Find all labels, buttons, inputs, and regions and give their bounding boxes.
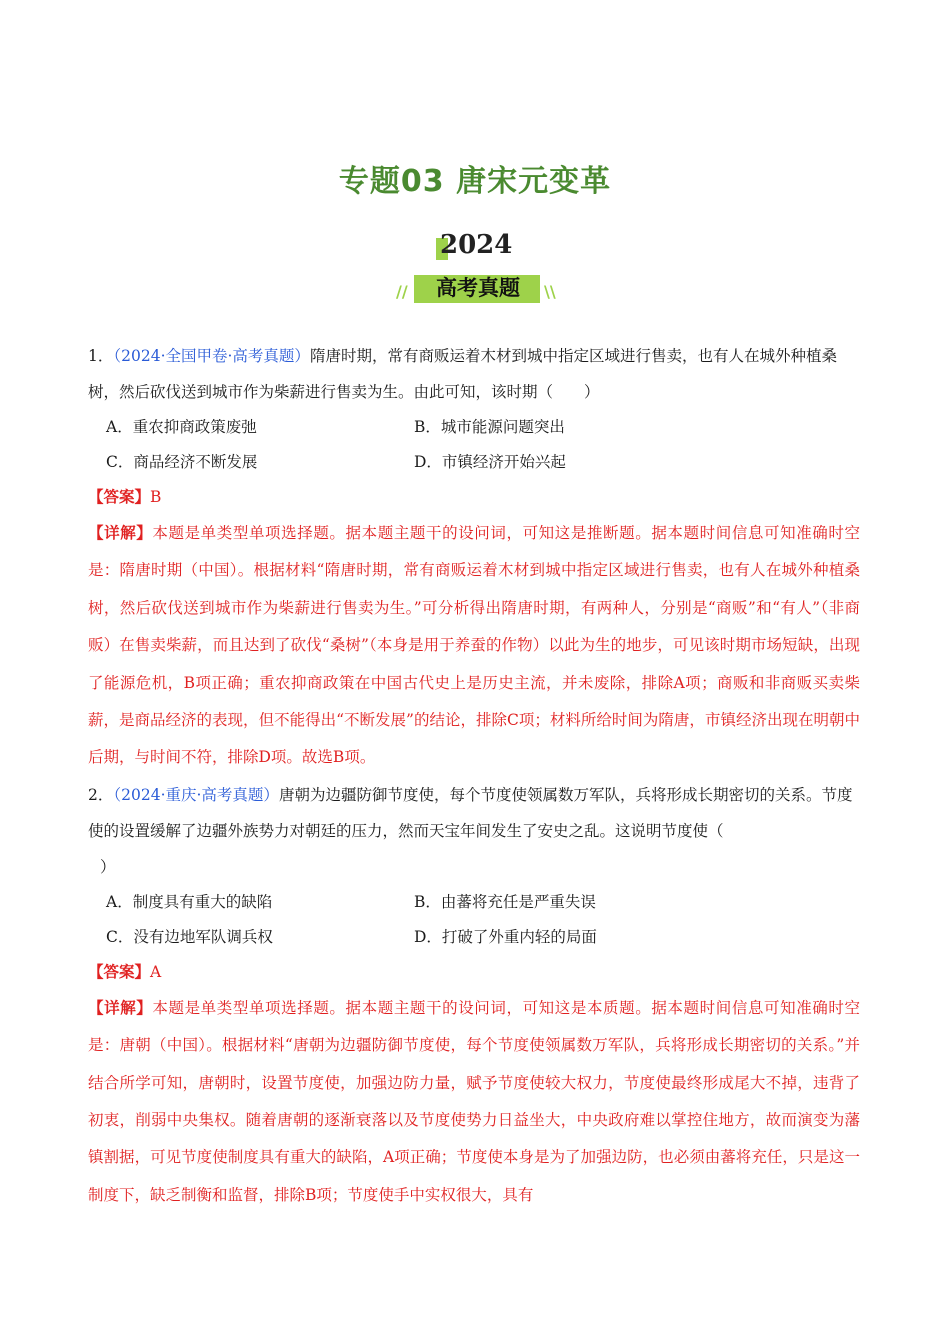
answer-1 <box>88 480 860 514</box>
question-source: （2024·重庆·高考真题） <box>113 785 279 804</box>
exam-badge: 高考真题 <box>436 276 520 300</box>
option-d[interactable]: D．打破了外重内轻的局面 <box>414 927 597 946</box>
question-source: （2024·全国甲卷·高考真题） <box>113 347 310 365</box>
slash-decor-left: // <box>396 282 408 301</box>
year-label: 2024 <box>440 230 513 260</box>
options-2 <box>88 885 860 955</box>
question-number: 1． <box>88 347 114 365</box>
answer-value: B <box>150 488 162 506</box>
option-a[interactable]: A．制度具有重大的缺陷 <box>106 892 273 911</box>
question-stem: 隋唐时期，常有商贩运着木材到城中指定区域进行售卖，也有人在城外种植桑树，然后砍伐送到城市作为柴薪进行售卖为生。由此可知，该时期（ ） <box>88 347 837 401</box>
question-stem: 唐朝为边疆防御节度使，每个节度使领属数万军队，兵将形成长期密切的关系。节度使的设置缓解了边疆外族势力对朝廷的压力，然而天宝年间发生了安史之乱。这说明节度使（ <box>88 785 853 840</box>
answer-2 <box>88 955 860 989</box>
answer-tag: 【答案】 <box>88 487 151 506</box>
option-b[interactable]: B．城市能源问题突出 <box>414 418 565 436</box>
options-1 <box>88 410 860 480</box>
question-2 <box>88 777 860 885</box>
detail-2 <box>88 989 860 1214</box>
option-c[interactable]: C．没有边地军队调兵权 <box>106 927 273 946</box>
question-1 <box>88 338 860 410</box>
answer-tag: 【答案】 <box>88 961 151 981</box>
answer-value: A <box>150 962 162 981</box>
question-number: 2． <box>88 785 114 804</box>
option-b[interactable]: B．由蕃将充任是严重失误 <box>414 892 596 911</box>
question-list <box>88 338 860 1214</box>
page-title: 专题03 唐宋元变革 <box>338 164 612 199</box>
option-c[interactable]: C．商品经济不断发展 <box>106 453 258 471</box>
detail-1 <box>88 514 860 777</box>
slash-decor-right: \\ <box>544 282 556 301</box>
detail-text: 本题是单类型单项选择题。据本题主题干的设问词，可知这是本质题。据本题时间信息可知准确时空是：唐朝（中国）。根据材料“唐朝为边疆防御节度使，每个节度使领属数万军队，兵将形成长期密切的关系。”并结合所学可知，唐朝时，设置节度使，加强边防力量，赋予节度使较大权力，节度使最终形成尾大不掉，违背了初衷，削弱中央集权。随着唐朝的逐渐衰落以及节度使势力日益坐大，中央政府难以掌控住地方，故而演变为藩镇割据，可见节度使制度具有重大的缺陷，A项正确；节度使本身是为了加强边防，也必须由蕃将充任，只是这一制度下，缺乏制衡和监督，排除B项；节度使手中实权很大，具有 <box>88 998 860 1204</box>
question-stem-end: ） <box>100 857 116 876</box>
detail-tag: 【详解】 <box>88 997 153 1017</box>
detail-text: 本题是单类型单项选择题。据本题主题干的设问词，可知这是推断题。据本题时间信息可知准确时空是：隋唐时期（中国）。根据材料“隋唐时期，常有商贩运着木材到城中指定区域进行售卖，也有人在城外种植桑树，然后砍伐送到城市作为柴薪进行售卖为生。”可分析得出隋唐时期，有两种人，分别是“商贩”和“有人”（非商贩）在售卖柴薪，而且达到了砍伐“桑树”（本身是用于养蚕的作物）以此为生的地步，可见该时期市场短缺，出现了能源危机，B项正确；重农抑商政策在中国古代史上是历史主流，并未废除，排除A项；商贩和非商贩买卖柴薪，是商品经济的表现，但不能得出“不断发展”的结论，排除C项；材料所给时间为隋唐，市镇经济出现在明朝中后期，与时间不符，排除D项。故选B项。 <box>88 524 860 767</box>
option-a[interactable]: A．重农抑商政策废弛 <box>106 418 257 436</box>
detail-tag: 【详解】 <box>88 523 153 542</box>
option-d[interactable]: D．市镇经济开始兴起 <box>414 453 566 471</box>
